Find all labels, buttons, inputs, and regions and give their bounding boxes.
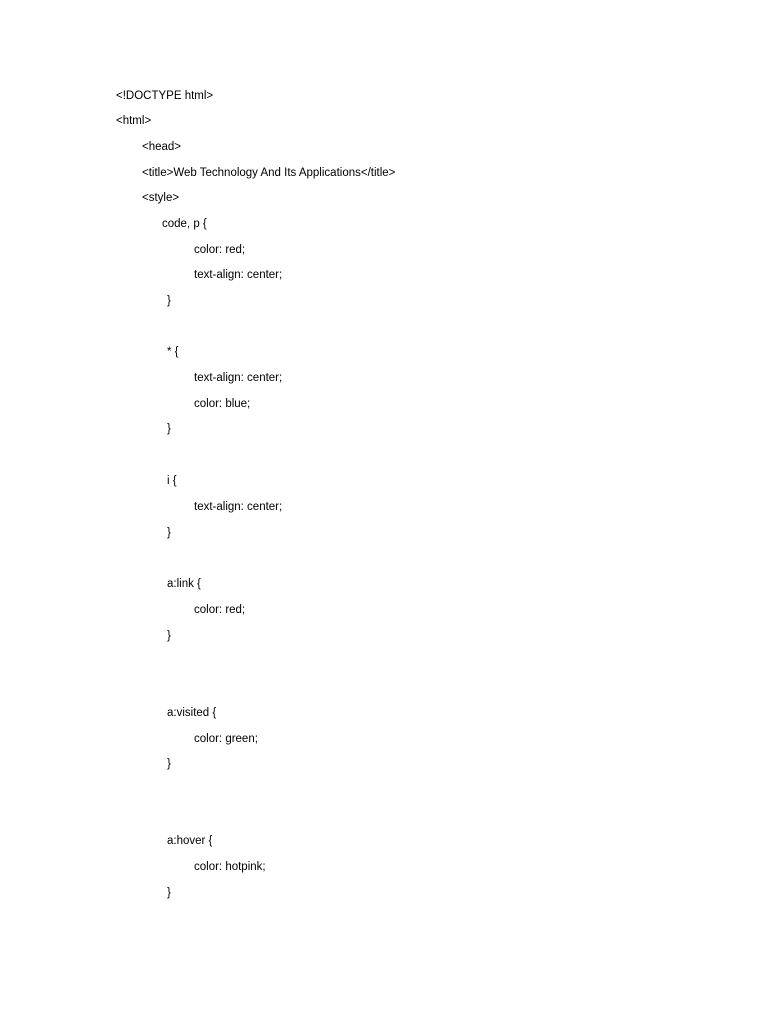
code-line: <head>: [142, 141, 182, 153]
code-line: <html>: [116, 115, 152, 127]
code-line: a:hover {: [167, 835, 213, 847]
code-line: a:link {: [167, 578, 201, 590]
code-line: color: green;: [194, 733, 258, 745]
code-line: color: red;: [194, 604, 246, 616]
code-line: i {: [167, 475, 177, 487]
code-line: * {: [167, 346, 179, 358]
code-line: }: [167, 423, 171, 435]
code-line: }: [167, 758, 171, 770]
code-line: <title>Web Technology And Its Applications</title>: [142, 167, 396, 179]
code-line: text-align: center;: [194, 269, 283, 281]
code-line: code, p {: [162, 218, 207, 230]
code-line: }: [167, 887, 171, 899]
code-line: color: red;: [194, 244, 246, 256]
code-line: }: [167, 630, 171, 642]
code-line: a:visited {: [167, 707, 217, 719]
code-line: text-align: center;: [194, 372, 283, 384]
code-line: }: [167, 527, 171, 539]
code-line: <!DOCTYPE html>: [116, 90, 214, 102]
code-line: <style>: [142, 192, 180, 204]
code-line: color: blue;: [194, 398, 251, 410]
code-line: text-align: center;: [194, 501, 283, 513]
code-line: }: [167, 295, 171, 307]
code-line: color: hotpink;: [194, 861, 266, 873]
